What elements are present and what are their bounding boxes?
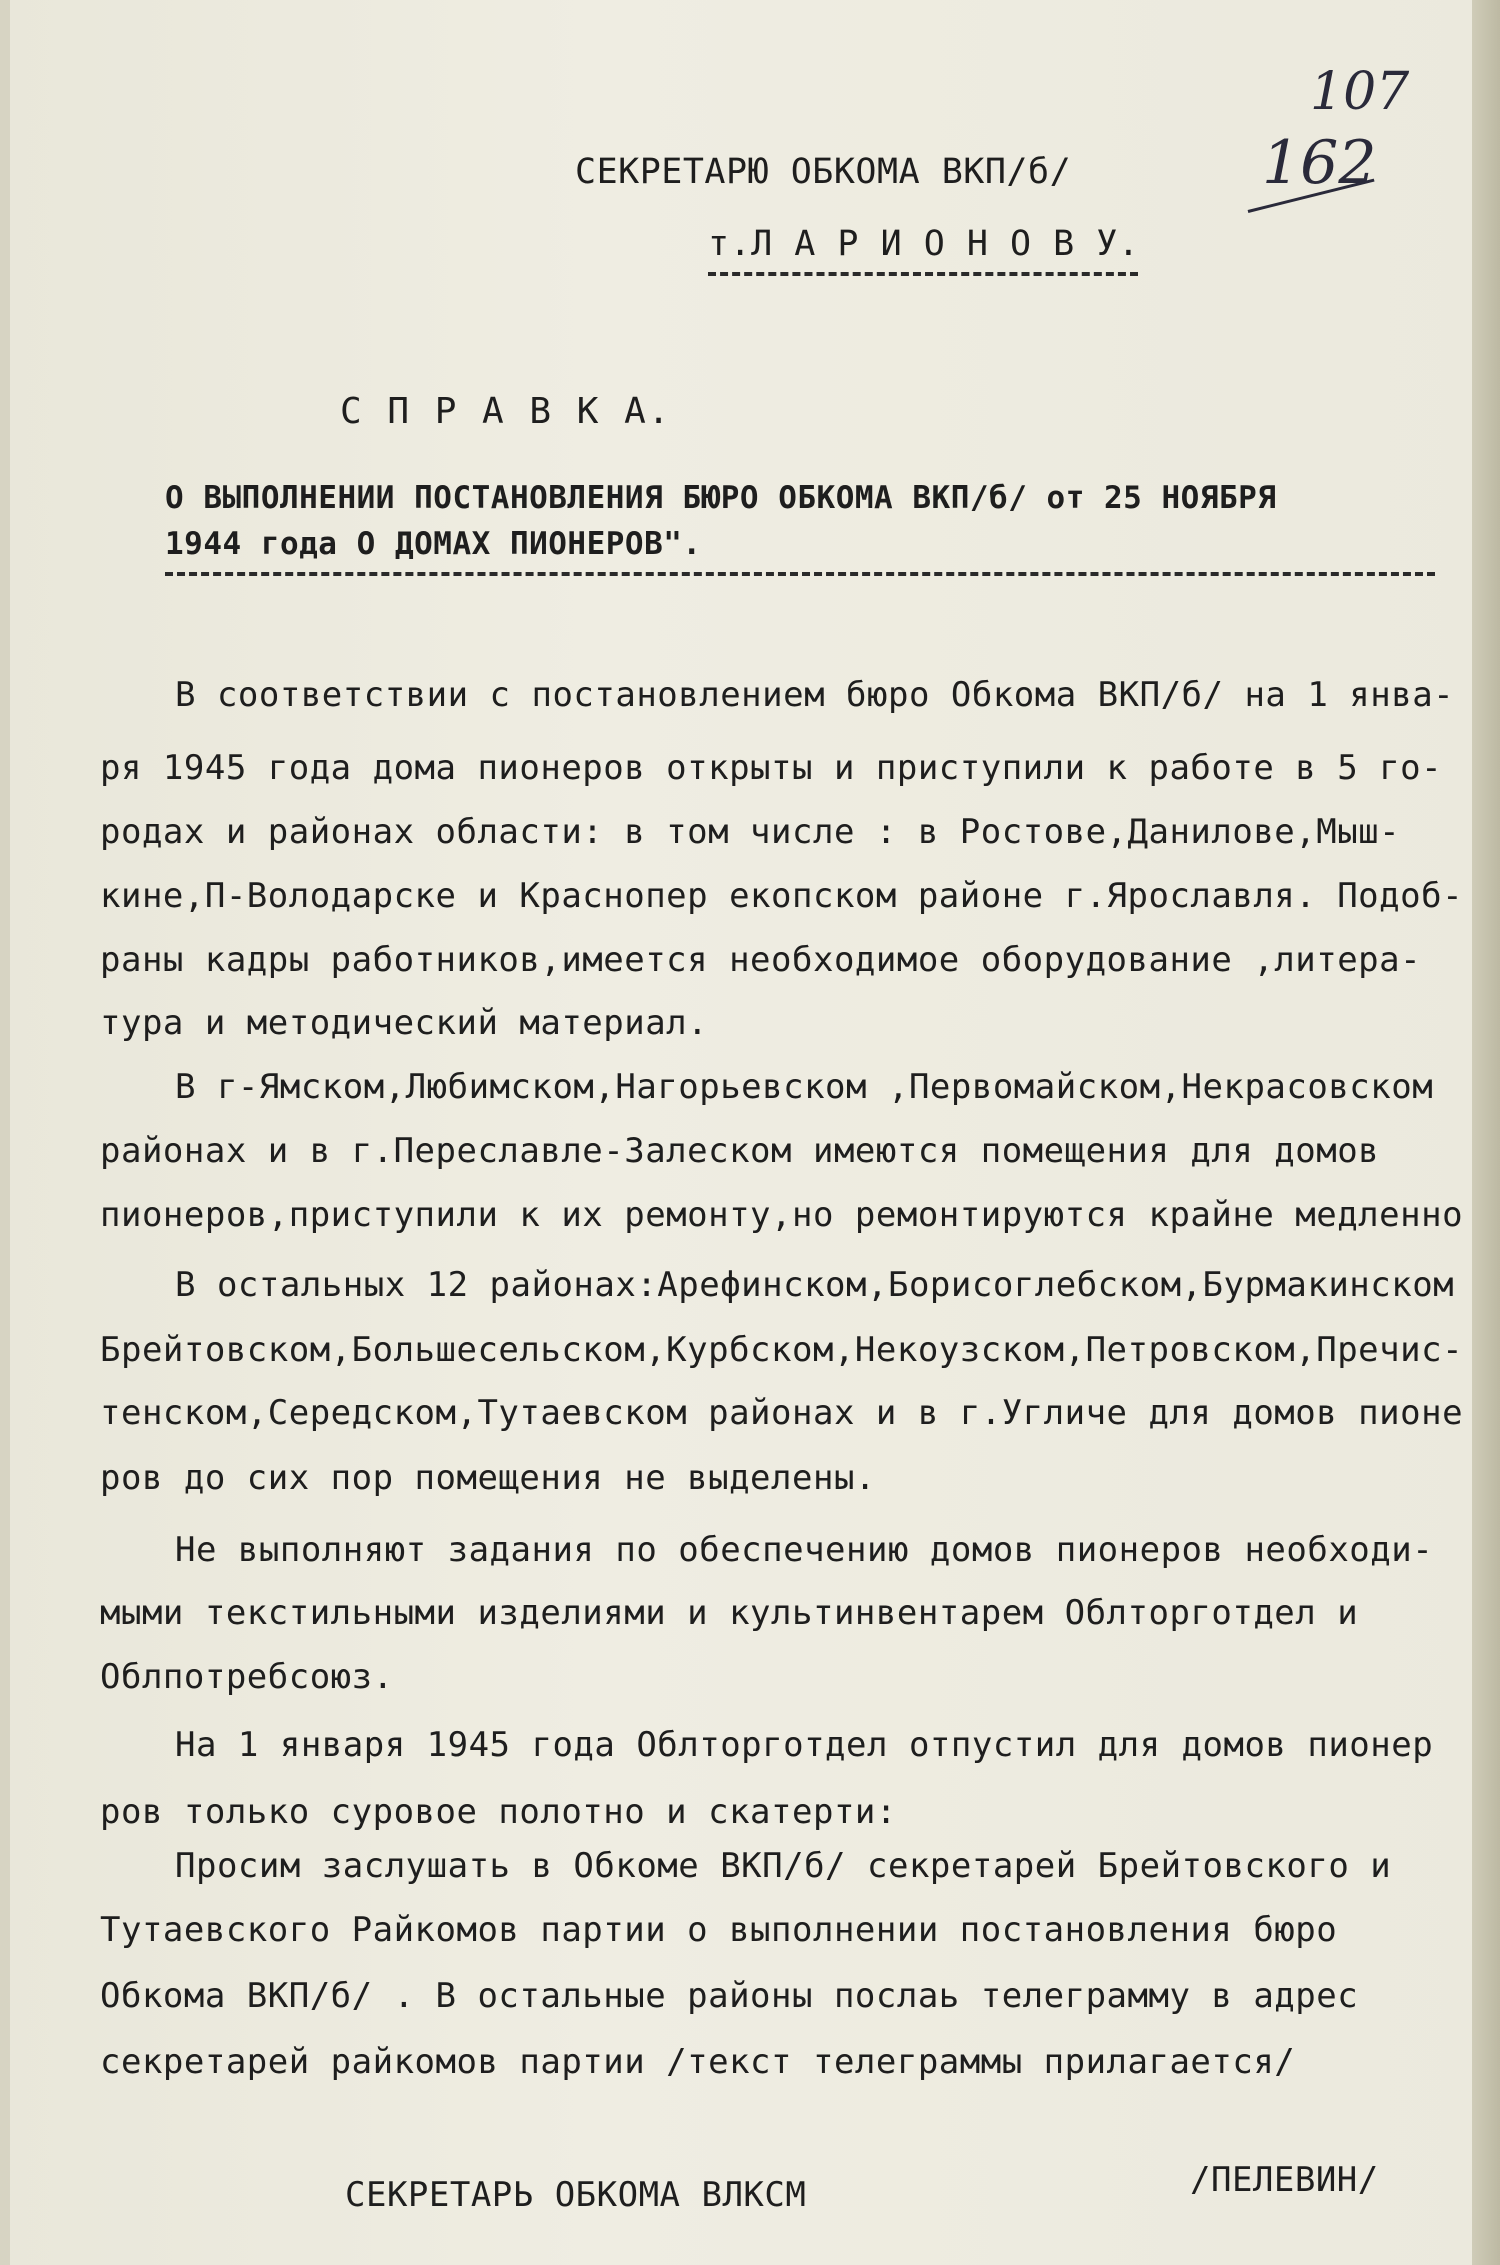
addressee-underline xyxy=(708,272,1138,276)
body-line: На 1 января 1945 года Облторготдел отпустил для домов пионер xyxy=(175,1725,1434,1765)
addressee-line-2: т.Л А Р И О Н О В У. xyxy=(708,224,1140,264)
body-line: Тутаевского Райкомов партии о выполнении постановления бюро xyxy=(100,1910,1338,1950)
body-line: В остальных 12 районах:Арефинском,Борисоглебском,Бурмакинском xyxy=(175,1265,1455,1305)
page-left-edge xyxy=(0,0,10,2265)
subject-line-2: 1944 года О ДОМАХ ПИОНЕРОВ". xyxy=(165,526,702,562)
signature-position: СЕКРЕТАРЬ ОБКОМА ВЛКСМ xyxy=(345,2175,807,2215)
body-line: ров только суровое полотно и скатерти: xyxy=(100,1792,897,1832)
archive-page-number: 107 xyxy=(1310,62,1410,122)
body-line: тенском,Середском,Тутаевском районах и в г.Угличе для домов пионе xyxy=(100,1393,1464,1433)
body-line: районах и в г.Переславле-Залеском имеются помещения для домов xyxy=(100,1131,1380,1171)
subject-line-1: О ВЫПОЛНЕНИИ ПОСТАНОВЛЕНИЯ БЮРО ОБКОМА ВКП/б/ от 25 НОЯБРЯ xyxy=(165,480,1277,516)
body-line: В соответствии с постановлением бюро Обкома ВКП/б/ на 1 янва- xyxy=(175,675,1455,715)
page-right-edge xyxy=(1472,0,1500,2265)
body-line: Брейтовском,Большесельском,Курбском,Некоузском,Петровском,Пречис- xyxy=(100,1330,1464,1370)
body-line: Обкома ВКП/б/ . В остальные районы послаь телеграмму в адрес xyxy=(100,1976,1359,2016)
body-line: Не выполняют задания по обеспечению домов пионеров необходи- xyxy=(175,1530,1434,1570)
body-line: родах и районах области: в том числе : в Ростове,Данилове,Мыш- xyxy=(100,812,1401,852)
document-title: С П Р А В К А. xyxy=(340,391,672,432)
body-line: кине,П-Володарске и Краснопер екопском районе г.Ярославля. Подоб- xyxy=(100,876,1464,916)
body-line: Облпотребсоюз. xyxy=(100,1657,394,1697)
archive-old-page-number: 162 xyxy=(1262,128,1377,198)
subject-underline xyxy=(165,572,1435,576)
body-line: тура и методический материал. xyxy=(100,1003,709,1043)
body-line: секретарей райкомов партии /текст телеграммы прилагается/ xyxy=(100,2042,1296,2082)
body-line: Просим заслушать в Обкоме ВКП/б/ секретарей Брейтовского и xyxy=(175,1846,1392,1886)
body-line: ря 1945 года дома пионеров открыты и приступили к работе в 5 го- xyxy=(100,748,1443,788)
body-line: раны кадры работников,имеется необходимое оборудование ,литера- xyxy=(100,940,1422,980)
body-line: В г-Ямском,Любимском,Нагорьевском ,Первомайском,Некрасовском xyxy=(175,1067,1434,1107)
body-line: мыми текстильными изделиями и культинвентарем Облторготдел и xyxy=(100,1593,1359,1633)
body-line: пионеров,приступили к их ремонту,но ремонтируются крайне медленно xyxy=(100,1195,1464,1235)
signature-name: /ПЕЛЕВИН/ xyxy=(1190,2160,1379,2200)
addressee-line-1: СЕКРЕТАРЮ ОБКОМА ВКП/б/ xyxy=(575,152,1072,192)
body-line: ров до сих пор помещения не выделены. xyxy=(100,1458,876,1498)
